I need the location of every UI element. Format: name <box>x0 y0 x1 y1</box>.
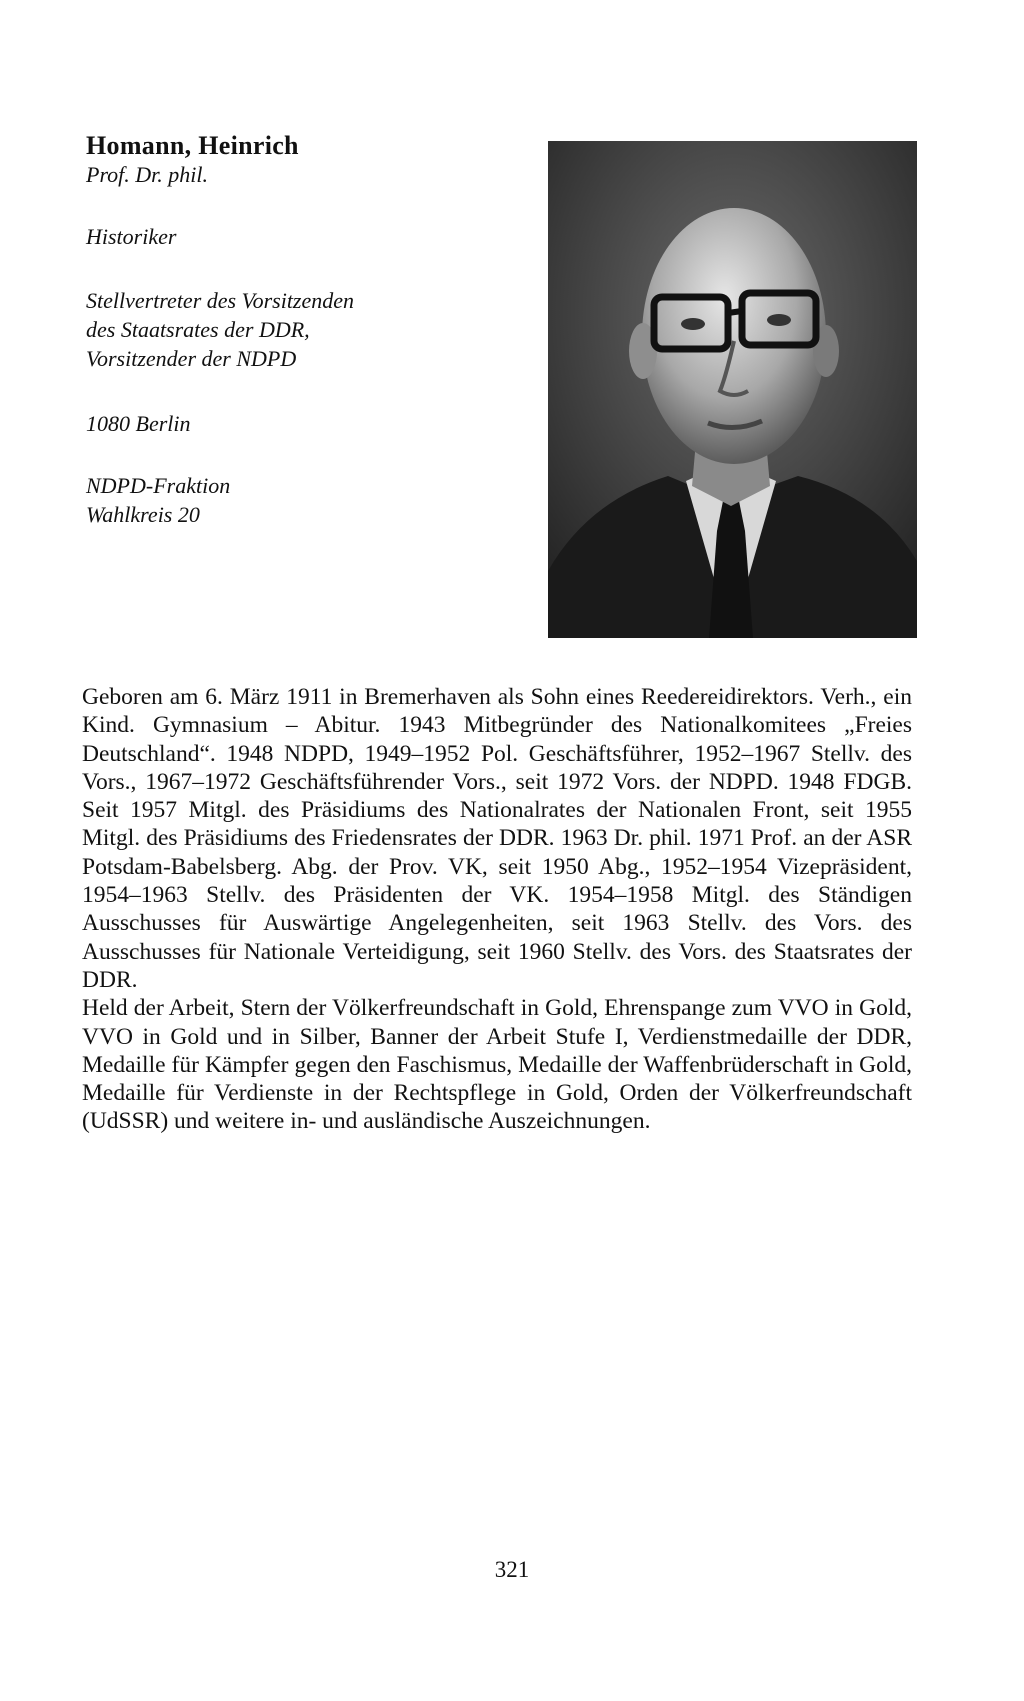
faction: NDPD-Fraktion <box>86 473 231 498</box>
page-number: 321 <box>494 1557 530 1582</box>
biography-paragraph-1: Geboren am 6. März 1911 in Bremerhaven als Sohn eines Reedereidirektors. Verh., ein Kind. Gymnasium – Abitur. 1943 Mitbegründer des Nationalkomitees „Freies Deutschland“. 1948 NDPD, 1949–1952 Pol. Geschäftsführer, 1952–1967 Stellv. des Vors., 1967–1972 Geschäftsführender Vors., seit 1972 Vors. der NDPD. 1948 FDGB. Seit 1957 Mitgl. des Präsidiums des Nationalrates der Nationalen Front, seit 1955 Mitgl. des Präsidiums des Friedensrates der DDR. 1963 Dr. phil. 1971 Prof. an der ASR Potsdam-Babelsberg. Abg. der Prov. VK, seit 1950 Abg., 1952–1954 Vizepräsident, 1954–1963 Stellv. des Präsidenten der VK. 1954–1958 Mitgl. des Ständigen Ausschusses für Auswärtige Angelegenheiten, seit 1963 Stellv. des Vors. des Ausschusses für Nationale Verteidigung, seit 1960 Stellv. des Vors. des Staatsrates der DDR. <box>82 684 912 993</box>
portrait-photo <box>548 141 917 638</box>
portrait-illustration <box>548 141 917 638</box>
position-line-2: des Staatsrates der DDR, <box>86 317 310 342</box>
location: 1080 Berlin <box>86 411 191 436</box>
constituency: Wahlkreis 20 <box>86 502 200 527</box>
position-line-3: Vorsitzender der NDPD <box>86 346 297 371</box>
biography-paragraph-2: Held der Arbeit, Stern der Völkerfreundschaft in Gold, Ehrenspange zum VVO in Gold, VVO in Gold und in Silber, Banner der Arbeit Stufe I, Verdienstmedaille der DDR, Medaille für Kämpfer gegen den Faschismus, Medaille der Waffenbrüderschaft in Gold, Medaille für Verdienste in der Rechtspflege in Gold, Orden der Völkerfreundschaft (UdSSR) und weitere in- und ausländische Auszeichnungen. <box>82 995 912 1135</box>
biography-text <box>82 683 912 1136</box>
position-line-1: Stellvertreter des Vorsitzenden <box>86 288 355 313</box>
academic-title: Prof. Dr. phil. <box>86 162 209 187</box>
profession: Historiker <box>86 224 177 249</box>
person-name: Homann, Heinrich <box>86 131 299 160</box>
